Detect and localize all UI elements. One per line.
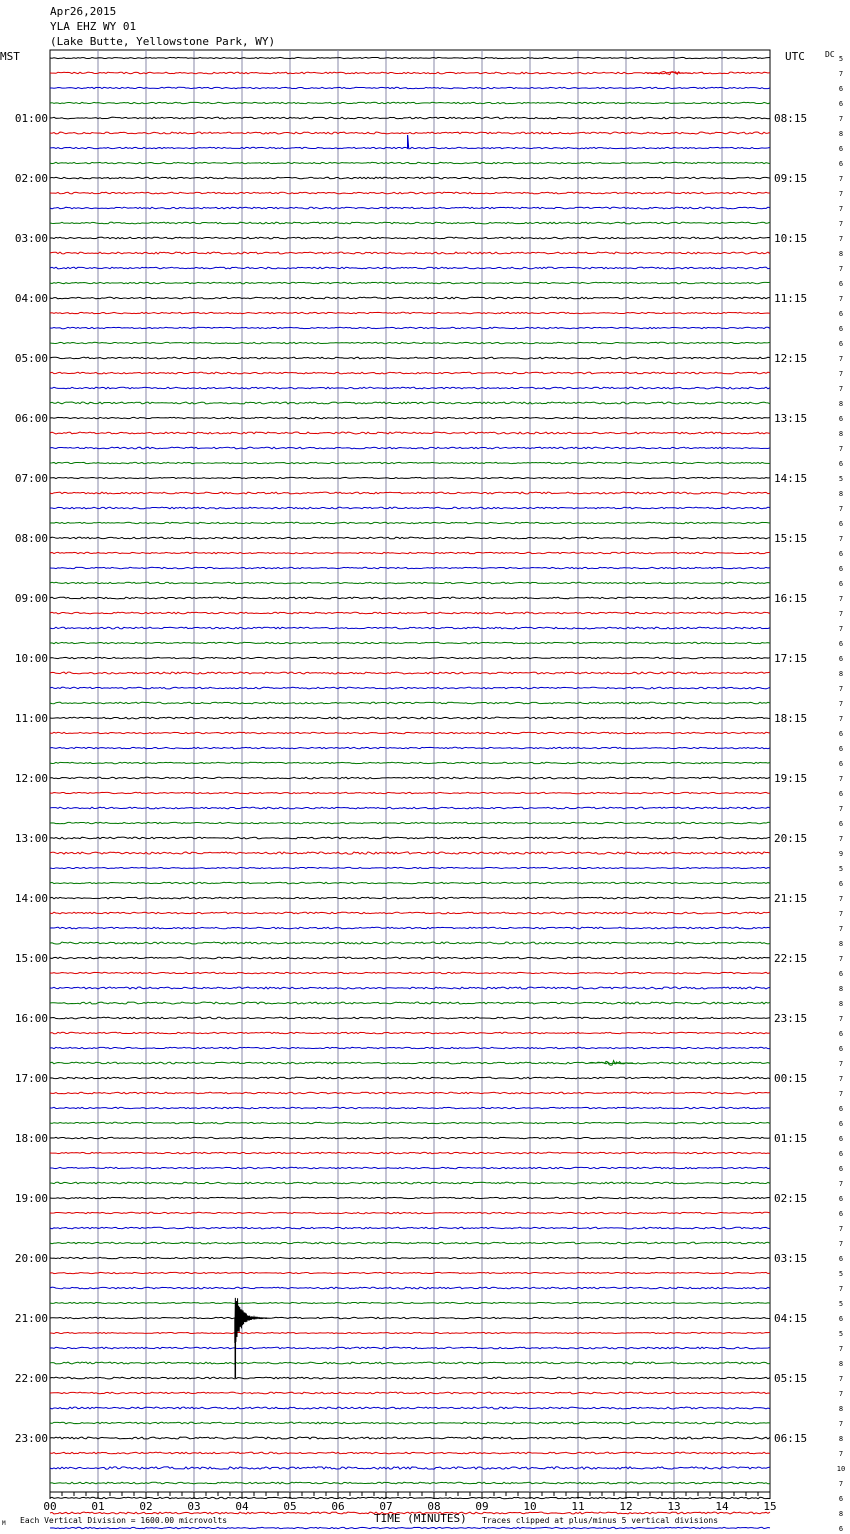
seismic-trace <box>50 1527 770 1528</box>
seismic-trace <box>50 612 770 614</box>
dc-offset-value: 6 <box>838 565 844 573</box>
hour-label-mst: 21:00 <box>14 1312 48 1325</box>
seismic-trace <box>50 1062 770 1064</box>
hour-label-utc: 05:15 <box>774 1372 808 1385</box>
seismic-trace <box>50 387 770 389</box>
seismic-trace <box>50 1392 770 1394</box>
seismic-trace <box>50 267 770 269</box>
seismic-trace <box>50 147 770 148</box>
hour-label-mst: 09:00 <box>14 592 48 605</box>
hour-label-mst: 19:00 <box>14 1192 48 1205</box>
dc-offset-value: 6 <box>838 85 844 93</box>
hour-label-utc: 13:15 <box>774 412 808 425</box>
seismic-trace <box>50 1017 770 1019</box>
seismic-trace <box>50 1077 770 1079</box>
seismic-trace <box>50 1167 770 1168</box>
scale-note: Each Vertical Division = 1600.00 microvolts <box>20 1516 228 1525</box>
x-tick-label: 09 <box>475 1500 489 1513</box>
seismic-trace <box>50 1152 770 1153</box>
dc-offset-value: 7 <box>838 595 844 603</box>
seismic-trace <box>50 537 770 539</box>
dc-offset-value: 5 <box>838 1270 844 1278</box>
dc-offset-value: 6 <box>838 580 844 588</box>
hour-label-mst: 23:00 <box>14 1432 48 1445</box>
seismic-trace <box>50 1182 770 1184</box>
dc-offset-value: 7 <box>838 385 844 393</box>
dc-offset-value: 6 <box>838 880 844 888</box>
dc-offset-value: 5 <box>838 1300 844 1308</box>
seismic-trace <box>50 282 770 283</box>
dc-offset-value: 6 <box>838 280 844 288</box>
dc-offset-value: 8 <box>838 400 844 408</box>
seismic-trace <box>50 732 770 733</box>
x-tick-label: 12 <box>619 1500 633 1513</box>
dc-offset-value: 8 <box>838 1435 844 1443</box>
seismic-trace <box>50 492 770 494</box>
left-axis-label: MST <box>0 50 20 63</box>
dc-offset-value: 7 <box>838 295 844 303</box>
dc-offset-value: 7 <box>838 205 844 213</box>
seismic-trace <box>50 1377 770 1379</box>
seismic-trace <box>50 1257 770 1258</box>
seismic-trace <box>50 417 770 418</box>
seismic-trace <box>50 627 770 629</box>
hour-label-mst: 18:00 <box>14 1132 48 1145</box>
seismic-trace <box>50 597 770 599</box>
dc-offset-value: 6 <box>838 1315 844 1323</box>
hour-label-mst: 15:00 <box>14 952 48 965</box>
dc-offset-value: 6 <box>838 730 844 738</box>
dc-offset-value: 6 <box>838 970 844 978</box>
dc-offset-value: 7 <box>838 925 844 933</box>
dc-offset-value: 8 <box>838 985 844 993</box>
seismic-trace <box>50 1512 770 1514</box>
dc-offset-value: 7 <box>838 220 844 228</box>
x-tick-label: 14 <box>715 1500 729 1513</box>
dc-offset-value: 8 <box>838 430 844 438</box>
dc-offset-value: 8 <box>838 1405 844 1413</box>
x-tick-label: 00 <box>43 1500 57 1513</box>
seismic-trace <box>50 762 770 763</box>
dc-offset-value: 7 <box>838 1375 844 1383</box>
dc-offset-value: 5 <box>838 55 844 63</box>
dc-offset-value: 6 <box>838 820 844 828</box>
seismic-trace <box>50 462 770 463</box>
dc-offset-value: 7 <box>838 235 844 243</box>
seismic-trace <box>50 297 770 299</box>
hour-label-mst: 06:00 <box>14 412 48 425</box>
seismic-trace <box>50 207 770 209</box>
dc-offset-value: 6 <box>838 100 844 108</box>
dc-offset-value: 10 <box>836 1465 846 1473</box>
seismic-trace <box>50 642 770 643</box>
seismic-trace <box>50 1242 770 1244</box>
seismic-trace <box>50 102 770 103</box>
dc-offset-value: 6 <box>838 640 844 648</box>
seismic-trace <box>50 1497 770 1498</box>
event-spike <box>408 135 409 148</box>
hour-label-mst: 08:00 <box>14 532 48 545</box>
dc-offset-value: 8 <box>838 1510 844 1518</box>
x-tick-label: 04 <box>235 1500 249 1513</box>
hour-label-mst: 02:00 <box>14 172 48 185</box>
seismic-trace <box>50 717 770 719</box>
dc-offset-value: 8 <box>838 1360 844 1368</box>
x-tick-label: 11 <box>571 1500 585 1513</box>
dc-offset-value: 7 <box>838 1075 844 1083</box>
x-tick-label: 05 <box>283 1500 297 1513</box>
seismic-trace <box>50 1437 770 1439</box>
hour-label-mst: 03:00 <box>14 232 48 245</box>
seismic-trace <box>50 1047 770 1048</box>
seismic-trace <box>50 1032 770 1033</box>
seismic-trace <box>50 327 770 328</box>
seismic-trace <box>50 1482 770 1484</box>
hour-label-mst: 13:00 <box>14 832 48 845</box>
dc-offset-value: 7 <box>838 1450 844 1458</box>
hour-label-utc: 08:15 <box>774 112 808 125</box>
seismic-trace <box>50 852 770 854</box>
seismic-trace <box>50 1197 770 1198</box>
seismic-trace <box>50 687 770 689</box>
dc-offset-value: 7 <box>838 70 844 78</box>
seismic-trace <box>50 957 770 959</box>
seismic-trace <box>50 432 770 434</box>
hour-label-mst: 16:00 <box>14 1012 48 1025</box>
dc-offset-value: 6 <box>838 1525 844 1533</box>
seismic-trace <box>50 177 770 179</box>
seismic-trace <box>50 477 770 478</box>
seismic-trace <box>50 1347 770 1349</box>
x-tick-label: 01 <box>91 1500 105 1513</box>
seismic-trace <box>50 1227 770 1229</box>
dc-offset-value: 6 <box>838 1150 844 1158</box>
dc-offset-value: 6 <box>838 325 844 333</box>
x-tick-label: 03 <box>187 1500 201 1513</box>
dc-offset-value: 5 <box>838 475 844 483</box>
hour-label-mst: 14:00 <box>14 892 48 905</box>
dc-offset-value: 5 <box>838 865 844 873</box>
hour-label-utc: 12:15 <box>774 352 808 365</box>
station-code: YLA EHZ WY 01 <box>50 20 137 33</box>
dc-offset-value: 6 <box>838 1210 844 1218</box>
seismic-trace <box>50 837 770 839</box>
dc-offset-value: 7 <box>838 115 844 123</box>
dc-offset-value: 6 <box>838 1030 844 1038</box>
seismic-trace <box>50 1002 770 1004</box>
dc-offset-value: 7 <box>838 1060 844 1068</box>
x-tick-label: 08 <box>427 1500 441 1513</box>
dc-offset-value: 7 <box>838 775 844 783</box>
seismic-trace <box>50 342 770 343</box>
seismic-trace <box>50 1272 770 1273</box>
seismic-trace <box>50 312 770 313</box>
hour-label-utc: 23:15 <box>774 1012 808 1025</box>
dc-offset-value: 6 <box>838 1120 844 1128</box>
clip-note: Traces clipped at plus/minus 5 vertical divisions <box>482 1516 719 1525</box>
dc-offset-value: 7 <box>838 370 844 378</box>
dc-offset-value: 6 <box>838 1105 844 1113</box>
seismic-trace <box>50 552 770 553</box>
dc-offset-value: 7 <box>838 715 844 723</box>
hour-label-mst: 17:00 <box>14 1072 48 1085</box>
dc-offset-value: 6 <box>838 340 844 348</box>
dc-label: DC <box>825 50 835 59</box>
dc-offset-value: 7 <box>838 805 844 813</box>
dc-offset-value: 7 <box>838 625 844 633</box>
dc-offset-value: 7 <box>838 175 844 183</box>
dc-offset-value: 7 <box>838 1240 844 1248</box>
seismic-trace <box>50 237 770 239</box>
hour-label-mst: 12:00 <box>14 772 48 785</box>
seismic-trace <box>50 507 770 509</box>
dc-offset-value: 8 <box>838 940 844 948</box>
dc-offset-value: 8 <box>838 250 844 258</box>
dc-offset-value: 6 <box>838 745 844 753</box>
dc-offset-value: 8 <box>838 130 844 138</box>
seismic-trace <box>50 702 770 704</box>
hour-label-mst: 22:00 <box>14 1372 48 1385</box>
dc-offset-value: 7 <box>838 955 844 963</box>
seismic-trace <box>50 1317 770 1318</box>
hour-label-utc: 22:15 <box>774 952 808 965</box>
dc-offset-value: 6 <box>838 415 844 423</box>
seismic-trace <box>50 777 770 779</box>
seismic-trace <box>50 252 770 254</box>
seismic-trace <box>50 912 770 914</box>
dc-offset-value: 7 <box>838 1345 844 1353</box>
dc-offset-value: 6 <box>838 760 844 768</box>
seismic-trace <box>50 1422 770 1424</box>
seismic-trace <box>50 162 770 163</box>
seismic-trace <box>50 87 770 88</box>
seismic-trace <box>50 927 770 929</box>
dc-offset-value: 7 <box>838 610 844 618</box>
seismic-trace <box>50 792 770 793</box>
hour-label-mst: 07:00 <box>14 472 48 485</box>
seismic-trace <box>50 522 770 523</box>
seismic-trace <box>50 897 770 899</box>
seismic-trace <box>50 987 770 989</box>
hour-label-utc: 11:15 <box>774 292 808 305</box>
dc-offset-value: 6 <box>838 145 844 153</box>
dc-offset-value: 7 <box>838 1015 844 1023</box>
event-burst <box>590 1061 634 1066</box>
hour-label-utc: 02:15 <box>774 1192 808 1205</box>
x-tick-label: 06 <box>331 1500 345 1513</box>
dc-offset-value: 8 <box>838 1000 844 1008</box>
dc-offset-value: 7 <box>838 895 844 903</box>
hour-label-utc: 00:15 <box>774 1072 808 1085</box>
dc-offset-value: 8 <box>838 670 844 678</box>
seismic-trace <box>50 807 770 809</box>
hour-label-utc: 20:15 <box>774 832 808 845</box>
hour-label-mst: 05:00 <box>14 352 48 365</box>
event-earthquake <box>235 1298 267 1343</box>
x-tick-label: 10 <box>523 1500 537 1513</box>
hour-label-utc: 15:15 <box>774 532 808 545</box>
seismic-trace <box>50 882 770 883</box>
dc-offset-value: 7 <box>838 355 844 363</box>
dc-offset-value: 7 <box>838 505 844 513</box>
dc-offset-value: 7 <box>838 1390 844 1398</box>
dc-offset-value: 6 <box>838 790 844 798</box>
seismic-trace <box>50 1212 770 1213</box>
seismic-trace <box>50 1092 770 1094</box>
seismic-trace <box>50 402 770 404</box>
seismic-trace <box>50 447 770 449</box>
hour-label-utc: 18:15 <box>774 712 808 725</box>
x-tick-label: 02 <box>139 1500 153 1513</box>
hour-label-utc: 21:15 <box>774 892 808 905</box>
dc-offset-value: 7 <box>838 1285 844 1293</box>
dc-offset-value: 7 <box>838 1480 844 1488</box>
dc-offset-value: 7 <box>838 1180 844 1188</box>
plot-frame <box>50 50 770 1492</box>
hour-label-utc: 19:15 <box>774 772 808 785</box>
hour-label-mst: 11:00 <box>14 712 48 725</box>
right-axis-label: UTC <box>785 50 805 63</box>
x-tick-label: 15 <box>763 1500 777 1513</box>
hour-label-utc: 10:15 <box>774 232 808 245</box>
seismic-trace <box>50 192 770 194</box>
seismic-trace <box>50 117 770 119</box>
dc-offset-value: 6 <box>838 1495 844 1503</box>
dc-offset-value: 6 <box>838 1195 844 1203</box>
hour-label-utc: 16:15 <box>774 592 808 605</box>
dc-offset-value: 6 <box>838 1045 844 1053</box>
dc-offset-value: 7 <box>838 685 844 693</box>
dc-offset-value: 8 <box>838 490 844 498</box>
dc-offset-value: 7 <box>838 1225 844 1233</box>
seismic-trace <box>50 1332 770 1333</box>
seismic-trace <box>50 972 770 973</box>
hour-label-utc: 04:15 <box>774 1312 808 1325</box>
seismic-trace <box>50 1302 770 1303</box>
hour-label-utc: 09:15 <box>774 172 808 185</box>
dc-offset-value: 7 <box>838 910 844 918</box>
dc-offset-value: 7 <box>838 445 844 453</box>
seismic-trace <box>50 942 770 944</box>
dc-offset-value: 7 <box>838 700 844 708</box>
x-tick-label: 13 <box>667 1500 681 1513</box>
dc-offset-value: 6 <box>838 1135 844 1143</box>
hour-label-mst: 01:00 <box>14 112 48 125</box>
dc-offset-value: 7 <box>838 265 844 273</box>
seismic-trace <box>50 1287 770 1289</box>
dc-offset-value: 7 <box>838 835 844 843</box>
dc-offset-value: 6 <box>838 1255 844 1263</box>
seismic-trace <box>50 582 770 583</box>
seismic-trace <box>50 1407 770 1409</box>
x-axis-title: TIME (MINUTES) <box>374 1512 467 1525</box>
dc-offset-value: 6 <box>838 460 844 468</box>
seismic-trace <box>50 1137 770 1138</box>
hour-label-utc: 06:15 <box>774 1432 808 1445</box>
plot-date: Apr26,2015 <box>50 5 117 18</box>
dc-offset-value: 7 <box>838 190 844 198</box>
seismic-trace <box>50 57 770 58</box>
seismic-trace <box>50 372 770 374</box>
seismic-trace <box>50 1467 770 1469</box>
dc-offset-value: 6 <box>838 1165 844 1173</box>
hour-label-utc: 14:15 <box>774 472 808 485</box>
dc-offset-value: 7 <box>838 1420 844 1428</box>
hour-label-utc: 01:15 <box>774 1132 808 1145</box>
seismic-trace <box>50 672 770 674</box>
seismic-trace <box>50 1452 770 1454</box>
hour-label-utc: 03:15 <box>774 1252 808 1265</box>
seismic-trace <box>50 1107 770 1108</box>
hour-label-mst: 10:00 <box>14 652 48 665</box>
dc-offset-value: 6 <box>838 160 844 168</box>
dc-offset-value: 6 <box>838 310 844 318</box>
seismic-trace <box>50 357 770 359</box>
seismic-trace <box>50 1122 770 1123</box>
dc-offset-value: 7 <box>838 1090 844 1098</box>
corner-mark: M <box>2 1520 6 1527</box>
dc-offset-value: 5 <box>838 1330 844 1338</box>
seismic-trace <box>50 867 770 868</box>
dc-offset-value: 6 <box>838 520 844 528</box>
station-location: (Lake Butte, Yellowstone Park, WY) <box>50 35 276 48</box>
seismic-trace <box>50 747 770 748</box>
hour-label-utc: 17:15 <box>774 652 808 665</box>
seismic-trace <box>50 657 770 658</box>
dc-offset-value: 9 <box>838 850 844 858</box>
seismic-trace <box>50 822 770 823</box>
seismic-trace <box>50 132 770 134</box>
x-tick-label: 07 <box>379 1500 393 1513</box>
seismic-trace <box>50 567 770 568</box>
seismic-trace <box>50 1362 770 1364</box>
dc-offset-value: 6 <box>838 550 844 558</box>
hour-label-mst: 20:00 <box>14 1252 48 1265</box>
dc-offset-value: 6 <box>838 655 844 663</box>
hour-label-mst: 04:00 <box>14 292 48 305</box>
dc-offset-value: 7 <box>838 535 844 543</box>
seismic-trace <box>50 222 770 224</box>
